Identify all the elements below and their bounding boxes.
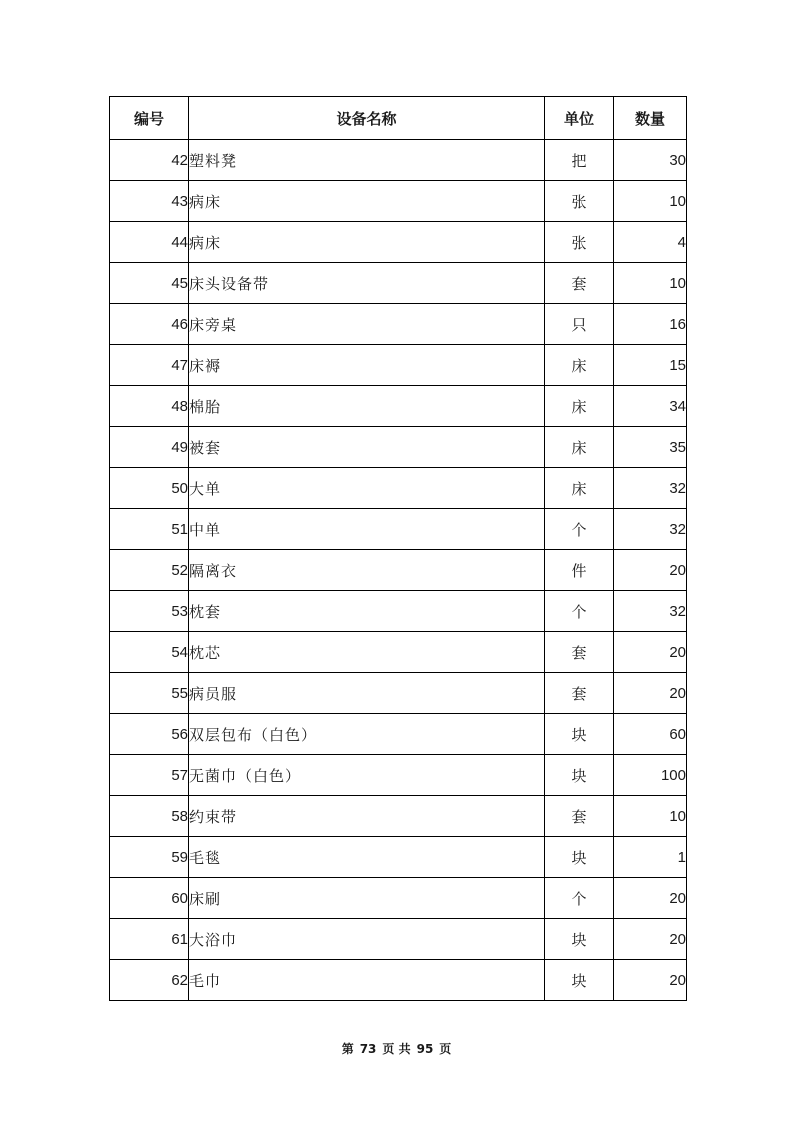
- cell-unit: 套: [545, 796, 614, 837]
- footer-middle: 页 共: [382, 1042, 411, 1056]
- cell-name: 床刷: [189, 878, 545, 919]
- footer-prefix: 第: [341, 1042, 354, 1056]
- cell-name: 双层包布（白色）: [189, 714, 545, 755]
- footer-total-pages: 95: [416, 1042, 434, 1056]
- cell-name: 隔离衣: [189, 550, 545, 591]
- cell-name: 床旁桌: [189, 304, 545, 345]
- cell-unit: 块: [545, 960, 614, 1001]
- cell-unit: 只: [545, 304, 614, 345]
- cell-name: 床头设备带: [189, 263, 545, 304]
- cell-qty: 20: [614, 632, 687, 673]
- cell-unit: 套: [545, 673, 614, 714]
- cell-no: 46: [110, 304, 189, 345]
- cell-no: 54: [110, 632, 189, 673]
- cell-unit: 把: [545, 140, 614, 181]
- table-row: [110, 140, 687, 181]
- cell-no: 50: [110, 468, 189, 509]
- cell-qty: 32: [614, 468, 687, 509]
- table-row: [110, 632, 687, 673]
- header-no: 编号: [110, 97, 189, 140]
- cell-name: 无菌巾（白色）: [189, 755, 545, 796]
- cell-unit: 块: [545, 919, 614, 960]
- header-qty: 数量: [614, 97, 687, 140]
- cell-no: 59: [110, 837, 189, 878]
- table-row: [110, 181, 687, 222]
- cell-qty: 100: [614, 755, 687, 796]
- cell-qty: 60: [614, 714, 687, 755]
- table-row: [110, 673, 687, 714]
- table-row: [110, 714, 687, 755]
- cell-no: 58: [110, 796, 189, 837]
- cell-qty: 10: [614, 181, 687, 222]
- cell-name: 病员服: [189, 673, 545, 714]
- table-row: [110, 960, 687, 1001]
- cell-no: 52: [110, 550, 189, 591]
- cell-name: 大浴巾: [189, 919, 545, 960]
- cell-name: 大单: [189, 468, 545, 509]
- cell-name: 塑料凳: [189, 140, 545, 181]
- footer-page-number: 73: [359, 1042, 377, 1056]
- cell-qty: 15: [614, 345, 687, 386]
- cell-no: 60: [110, 878, 189, 919]
- cell-name: 毛巾: [189, 960, 545, 1001]
- cell-name: 毛毯: [189, 837, 545, 878]
- cell-no: 51: [110, 509, 189, 550]
- cell-qty: 20: [614, 960, 687, 1001]
- cell-no: 55: [110, 673, 189, 714]
- cell-qty: 34: [614, 386, 687, 427]
- cell-name: 约束带: [189, 796, 545, 837]
- table-body: [110, 140, 687, 1001]
- cell-name: 被套: [189, 427, 545, 468]
- cell-unit: 套: [545, 632, 614, 673]
- cell-qty: 20: [614, 550, 687, 591]
- table-row: [110, 796, 687, 837]
- equipment-table: [109, 96, 687, 1001]
- cell-qty: 10: [614, 263, 687, 304]
- header-name: 设备名称: [189, 97, 545, 140]
- cell-no: 47: [110, 345, 189, 386]
- cell-no: 56: [110, 714, 189, 755]
- cell-qty: 30: [614, 140, 687, 181]
- cell-no: 42: [110, 140, 189, 181]
- cell-unit: 张: [545, 181, 614, 222]
- table-row: [110, 919, 687, 960]
- cell-no: 61: [110, 919, 189, 960]
- cell-qty: 1: [614, 837, 687, 878]
- table-row: [110, 837, 687, 878]
- cell-qty: 10: [614, 796, 687, 837]
- cell-no: 57: [110, 755, 189, 796]
- table-row: [110, 304, 687, 345]
- cell-unit: 件: [545, 550, 614, 591]
- cell-unit: 床: [545, 345, 614, 386]
- cell-no: 48: [110, 386, 189, 427]
- cell-qty: 20: [614, 673, 687, 714]
- cell-unit: 块: [545, 714, 614, 755]
- header-unit: 单位: [545, 97, 614, 140]
- table-row: [110, 263, 687, 304]
- cell-unit: 个: [545, 591, 614, 632]
- cell-unit: 张: [545, 222, 614, 263]
- cell-no: 44: [110, 222, 189, 263]
- cell-name: 枕芯: [189, 632, 545, 673]
- cell-qty: 35: [614, 427, 687, 468]
- cell-unit: 床: [545, 427, 614, 468]
- table-row: [110, 755, 687, 796]
- table-row: [110, 222, 687, 263]
- cell-name: 中单: [189, 509, 545, 550]
- page-footer: [0, 1040, 793, 1057]
- cell-unit: 个: [545, 509, 614, 550]
- table-row: [110, 509, 687, 550]
- cell-name: 棉胎: [189, 386, 545, 427]
- cell-no: 43: [110, 181, 189, 222]
- cell-name: 枕套: [189, 591, 545, 632]
- footer-suffix: 页: [439, 1042, 452, 1056]
- cell-qty: 16: [614, 304, 687, 345]
- table-row: [110, 468, 687, 509]
- cell-unit: 套: [545, 263, 614, 304]
- cell-qty: 32: [614, 591, 687, 632]
- cell-qty: 20: [614, 878, 687, 919]
- cell-qty: 32: [614, 509, 687, 550]
- cell-no: 49: [110, 427, 189, 468]
- table-row: [110, 386, 687, 427]
- cell-qty: 20: [614, 919, 687, 960]
- table-header-row: [110, 97, 687, 140]
- cell-unit: 床: [545, 468, 614, 509]
- cell-no: 62: [110, 960, 189, 1001]
- table-row: [110, 427, 687, 468]
- cell-unit: 块: [545, 837, 614, 878]
- table-row: [110, 345, 687, 386]
- cell-unit: 个: [545, 878, 614, 919]
- cell-unit: 块: [545, 755, 614, 796]
- cell-no: 53: [110, 591, 189, 632]
- table-row: [110, 550, 687, 591]
- cell-qty: 4: [614, 222, 687, 263]
- cell-name: 病床: [189, 181, 545, 222]
- cell-name: 床褥: [189, 345, 545, 386]
- table-row: [110, 878, 687, 919]
- cell-unit: 床: [545, 386, 614, 427]
- table-row: [110, 591, 687, 632]
- cell-no: 45: [110, 263, 189, 304]
- cell-name: 病床: [189, 222, 545, 263]
